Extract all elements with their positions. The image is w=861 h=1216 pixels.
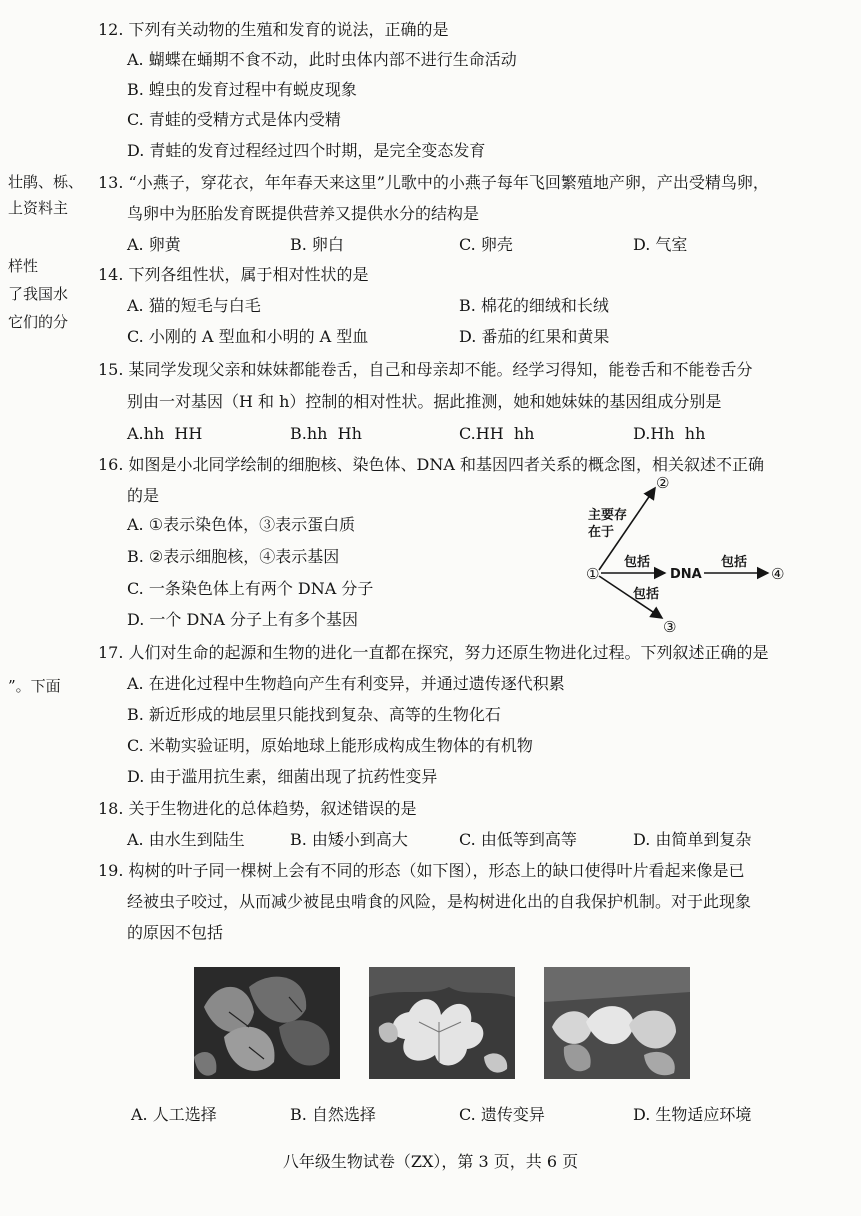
question-15-stem-2: 别由一对基因（H 和 h）控制的相对性状。据此推测，她和她妹妹的基因组成分别是 bbox=[127, 392, 722, 411]
diagram-node-4: ④ bbox=[771, 565, 785, 583]
q13-option-b: B. 卵白 bbox=[290, 235, 344, 254]
diagram-label-main-exist: 主要存 bbox=[588, 508, 628, 523]
question-13-stem-1: 13. “小燕子，穿花衣，年年春天来这里”儿歌中的小燕子每年飞回繁殖地产卵，产出受精鸟卵， bbox=[98, 173, 769, 192]
diagram-node-3: ③ bbox=[663, 618, 677, 636]
q19-option-c: C. 遗传变异 bbox=[459, 1105, 545, 1124]
page-footer: 八年级生物试卷（ZX），第 3 页，共 6 页 bbox=[282, 1152, 579, 1171]
leaf-photo-1 bbox=[194, 967, 340, 1079]
q13-option-a: A. 卵黄 bbox=[127, 235, 181, 254]
question-19-stem-3: 的原因不包括 bbox=[127, 923, 224, 942]
q19-option-b: B. 自然选择 bbox=[290, 1105, 376, 1124]
q16-option-c: C. 一条染色体上有两个 DNA 分子 bbox=[127, 579, 374, 598]
q14-option-b: B. 棉花的细绒和长绒 bbox=[459, 296, 609, 315]
leaf-photo-2 bbox=[369, 967, 515, 1079]
question-15-stem-1: 15. 某同学发现父亲和妹妹都能卷舌，自己和母亲却不能。经学习得知，能卷舌和不能卷舌分 bbox=[98, 360, 753, 379]
q18-option-c: C. 由低等到高等 bbox=[459, 830, 577, 849]
q12-option-d: D. 青蛙的发育过程经过四个时期，是完全变态发育 bbox=[127, 141, 486, 160]
question-16-stem-2: 的是 bbox=[127, 486, 160, 505]
diagram-dna-label: DNA bbox=[670, 567, 702, 582]
q19-option-a: A. 人工选择 bbox=[131, 1105, 217, 1124]
margin-fragment: 了我国水 bbox=[8, 285, 69, 303]
q14-option-d: D. 番茄的红果和黄果 bbox=[459, 327, 610, 346]
leaf-photo-3 bbox=[544, 967, 690, 1079]
q17-option-d: D. 由于滥用抗生素，细菌出现了抗药性变异 bbox=[127, 767, 438, 786]
question-16-stem-1: 16. 如图是小北同学绘制的细胞核、染色体、DNA 和基因四者关系的概念图，相关叙述不正确 bbox=[98, 455, 765, 474]
question-13-stem-2: 鸟卵中为胚胎发育既提供营养又提供水分的结构是 bbox=[127, 204, 480, 223]
q18-option-d: D. 由简单到复杂 bbox=[633, 830, 752, 849]
question-19-stem-2: 经被虫子咬过，从而减少被昆虫啃食的风险，是构树进化出的自我保护机制。对于此现象 bbox=[127, 892, 752, 911]
question-17-stem: 17. 人们对生命的起源和生物的进化一直都在探究，努力还原生物进化过程。下列叙述正确的是 bbox=[98, 643, 769, 662]
q17-option-c: C. 米勒实验证明，原始地球上能形成构成生物体的有机物 bbox=[127, 736, 533, 755]
margin-fragment: 它们的分 bbox=[8, 313, 69, 331]
question-19-stem-1: 19. 构树的叶子同一棵树上会有不同的形态（如下图），形态上的缺口使得叶片看起来像是已 bbox=[98, 861, 745, 880]
diagram-label-main-exist-2: 在于 bbox=[588, 525, 615, 540]
concept-diagram bbox=[570, 468, 810, 643]
margin-fragment: 样性 bbox=[8, 257, 39, 275]
q17-option-b: B. 新近形成的地层里只能找到复杂、高等的生物化石 bbox=[127, 705, 501, 724]
q14-option-c: C. 小刚的 A 型血和小明的 A 型血 bbox=[127, 327, 369, 346]
q15-option-d: D.Hh hh bbox=[633, 424, 706, 443]
diagram-label-include: 包括 bbox=[624, 555, 651, 570]
q13-option-c: C. 卵壳 bbox=[459, 235, 513, 254]
q18-option-b: B. 由矮小到高大 bbox=[290, 830, 408, 849]
q13-option-d: D. 气室 bbox=[633, 235, 688, 254]
q12-option-b: B. 蝗虫的发育过程中有蜕皮现象 bbox=[127, 80, 357, 99]
margin-fragment: 上资料主 bbox=[8, 199, 69, 217]
diagram-label-include: 包括 bbox=[721, 555, 748, 570]
q15-option-b: B.hh Hh bbox=[290, 424, 362, 443]
question-14-stem: 14. 下列各组性状，属于相对性状的是 bbox=[98, 265, 369, 284]
q15-option-a: A.hh HH bbox=[127, 424, 203, 443]
q14-option-a: A. 猫的短毛与白毛 bbox=[127, 296, 261, 315]
q18-option-a: A. 由水生到陆生 bbox=[127, 830, 245, 849]
q12-option-c: C. 青蛙的受精方式是体内受精 bbox=[127, 110, 341, 129]
q17-option-a: A. 在进化过程中生物趋向产生有利变异，并通过遗传逐代积累 bbox=[127, 674, 565, 693]
diagram-node-1: ① bbox=[586, 565, 600, 583]
q15-option-c: C.HH hh bbox=[459, 424, 535, 443]
question-18-stem: 18. 关于生物进化的总体趋势，叙述错误的是 bbox=[98, 799, 417, 818]
q16-option-d: D. 一个 DNA 分子上有多个基因 bbox=[127, 610, 358, 629]
diagram-node-2: ② bbox=[656, 474, 670, 492]
q16-option-b: B. ②表示细胞核，④表示基因 bbox=[127, 547, 340, 566]
margin-fragment: ”。下面 bbox=[8, 677, 61, 695]
question-12-stem: 12. 下列有关动物的生殖和发育的说法，正确的是 bbox=[98, 20, 449, 39]
margin-fragment: 壮鹃、栎、 bbox=[8, 173, 84, 191]
q19-option-d: D. 生物适应环境 bbox=[633, 1105, 752, 1124]
q16-option-a: A. ①表示染色体，③表示蛋白质 bbox=[127, 515, 356, 534]
diagram-label-include: 包括 bbox=[633, 587, 660, 602]
q12-option-a: A. 蝴蝶在蛹期不食不动，此时虫体内部不进行生命活动 bbox=[127, 50, 517, 69]
